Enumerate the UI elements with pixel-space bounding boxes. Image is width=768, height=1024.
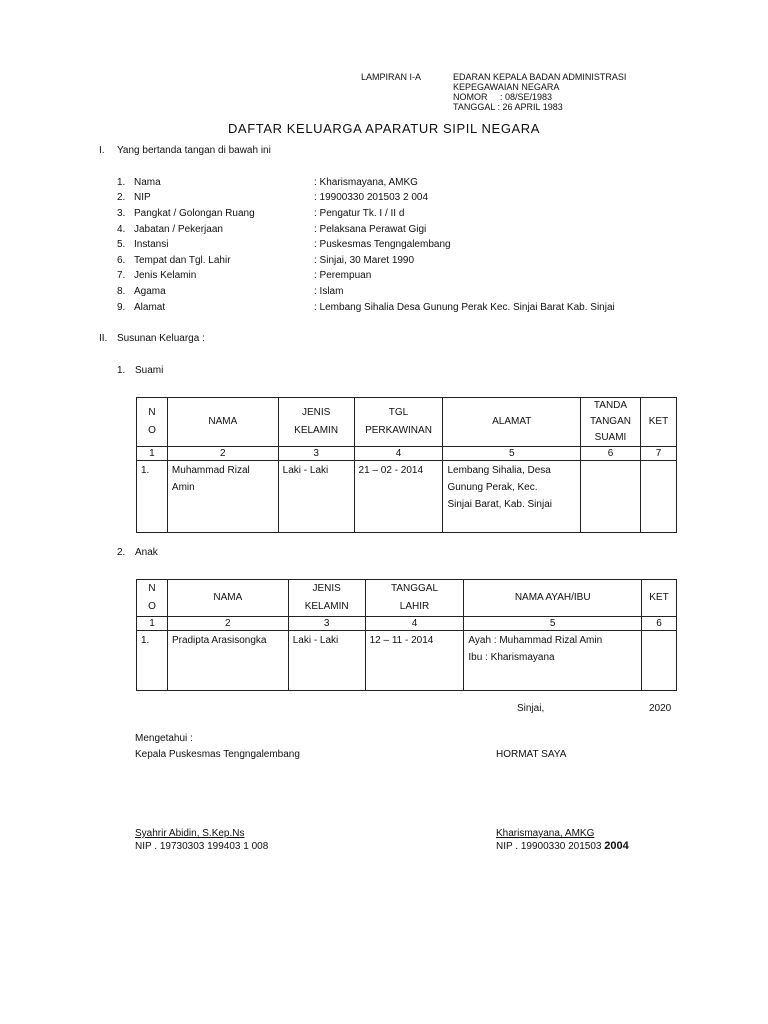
header-ket: KET	[640, 398, 676, 447]
anak-table	[136, 579, 677, 691]
cell-no: 1.	[137, 631, 168, 691]
field-label-jenis-kelamin: Jenis Kelamin	[134, 270, 197, 281]
header-alamat: ALAMAT	[443, 398, 581, 447]
field-value-nip: : 19900330 201503 2 004	[314, 192, 428, 203]
field-value-instansi: : Puskesmas Tengngalembang	[314, 239, 451, 250]
field-label-agama: Agama	[134, 286, 166, 297]
index-cell: 2	[167, 447, 278, 461]
table-index-row	[137, 617, 677, 631]
field-number: 1.	[117, 177, 126, 188]
section-1-heading: Yang bertanda tangan di bawah ini	[117, 145, 271, 156]
field-label-alamat: Alamat	[134, 302, 166, 313]
header-tanggal-lahir: TANGGAL LAHIR	[365, 580, 464, 617]
field-value-alamat: : Lembang Sihalia Desa Gunung Perak Kec. Sinjai Barat Kab. Sinjai	[314, 302, 615, 313]
index-cell: 6	[581, 447, 641, 461]
cell-tanda-tangan	[581, 461, 641, 533]
field-value-pangkat: : Pengatur Tk. I / II d	[314, 208, 405, 219]
table-row	[137, 461, 677, 533]
index-cell: 4	[365, 617, 464, 631]
section-1-number: I.	[99, 145, 105, 156]
field-number: 3.	[117, 208, 126, 219]
anak-number: 2.	[117, 547, 126, 558]
header-jenis-kelamin: JENIS KELAMIN	[278, 398, 354, 447]
anak-label: Anak	[135, 547, 158, 558]
section-2-number: II.	[99, 333, 108, 344]
field-label-nip: NIP	[134, 192, 151, 203]
right-signatory-nip	[496, 840, 629, 852]
cell-ket	[641, 631, 676, 691]
field-value-jabatan: : Pelaksana Perawat Gigi	[314, 224, 427, 235]
header-nama: NAMA	[167, 398, 278, 447]
year-label: 2020	[649, 703, 672, 714]
index-cell: 5	[464, 617, 642, 631]
hormat-saya: HORMAT SAYA	[496, 749, 567, 760]
field-number: 9.	[117, 302, 126, 313]
field-label-pangkat: Pangkat / Golongan Ruang	[134, 208, 255, 219]
field-value-agama: : Islam	[314, 286, 344, 297]
field-value-nama: : Kharismayana, AMKG	[314, 177, 418, 188]
header-tanda-tangan: TANDA TANGAN SUAMI	[581, 398, 641, 447]
cell-jenis-kelamin: Laki - Laki	[278, 461, 354, 533]
header-nama: NAMA	[167, 580, 288, 617]
edaran-line: EDARAN KEPALA BADAN ADMINISTRASI	[453, 72, 627, 82]
edaran-block	[453, 72, 626, 112]
index-cell: 4	[354, 447, 443, 461]
cell-nama: Muhammad Rizal Amin	[167, 461, 278, 533]
index-cell: 5	[443, 447, 581, 461]
edaran-line: NOMOR : 08/SE/1983	[453, 92, 553, 102]
left-signatory-name: Syahrir Abidin, S.Kep.Ns	[135, 828, 245, 839]
index-cell: 6	[641, 617, 676, 631]
right-nip-main: NIP . 19900330 201503	[496, 841, 602, 852]
field-value-jenis-kelamin: : Perempuan	[314, 270, 372, 281]
index-cell: 3	[278, 447, 354, 461]
document-title: DAFTAR KELUARGA APARATUR SIPIL NEGARA	[227, 121, 541, 136]
header-no: N O	[137, 398, 168, 447]
kepala-title: Kepala Puskesmas Tengngalembang	[135, 749, 300, 760]
index-cell: 7	[640, 447, 676, 461]
table-row	[137, 631, 677, 691]
field-label-ttl: Tempat dan Tgl. Lahir	[134, 255, 231, 266]
field-label-nama: Nama	[134, 177, 161, 188]
field-value-ttl: : Sinjai, 30 Maret 1990	[314, 255, 415, 266]
cell-jenis-kelamin: Laki - Laki	[288, 631, 365, 691]
right-signatory-name: Kharismayana, AMKG	[496, 828, 595, 839]
index-cell: 1	[137, 617, 168, 631]
cell-ket	[640, 461, 676, 533]
field-number: 4.	[117, 224, 126, 235]
suami-label: Suami	[135, 365, 164, 376]
mengetahui-label: Mengetahui :	[135, 733, 193, 744]
header-nama-ayah-ibu: NAMA AYAH/IBU	[464, 580, 642, 617]
cell-nama: Pradipta Arasisongka	[167, 631, 288, 691]
edaran-line: KEPEGAWAIAN NEGARA	[453, 82, 560, 92]
field-number: 7.	[117, 270, 126, 281]
left-signatory-nip: NIP . 19730303 199403 1 008	[135, 841, 269, 852]
cell-nama-ayah-ibu: Ayah : Muhammad Rizal Amin Ibu : Kharismayana	[464, 631, 642, 691]
field-label-instansi: Instansi	[134, 239, 169, 250]
field-number: 2.	[117, 192, 126, 203]
table-index-row	[137, 447, 677, 461]
field-label-jabatan: Jabatan / Pekerjaan	[134, 224, 223, 235]
section-2-heading: Susunan Keluarga :	[117, 333, 205, 344]
table-header-row	[137, 398, 677, 447]
cell-no: 1.	[137, 461, 168, 533]
lampiran-label: LAMPIRAN I-A	[361, 72, 422, 82]
suami-number: 1.	[117, 365, 126, 376]
right-nip-tail: 2004	[604, 840, 629, 852]
cell-tanggal-lahir: 12 – 11 - 2014	[365, 631, 464, 691]
field-number: 6.	[117, 255, 126, 266]
header-no: N O	[137, 580, 168, 617]
cell-tgl-perkawinan: 21 – 02 - 2014	[354, 461, 443, 533]
field-number: 8.	[117, 286, 126, 297]
field-number: 5.	[117, 239, 126, 250]
cell-alamat: Lembang Sihalia, Desa Gunung Perak, Kec. Sinjai Barat, Kab. Sinjai	[443, 461, 581, 533]
index-cell: 1	[137, 447, 168, 461]
header-tgl-perkawinan: TGL PERKAWINAN	[354, 398, 443, 447]
place-label: Sinjai,	[517, 703, 545, 714]
edaran-line: TANGGAL : 26 APRIL 1983	[453, 102, 563, 112]
index-cell: 2	[167, 617, 288, 631]
suami-table	[136, 397, 677, 533]
header-ket: KET	[641, 580, 676, 617]
index-cell: 3	[288, 617, 365, 631]
header-jenis-kelamin: JENIS KELAMIN	[288, 580, 365, 617]
table-header-row	[137, 580, 677, 617]
